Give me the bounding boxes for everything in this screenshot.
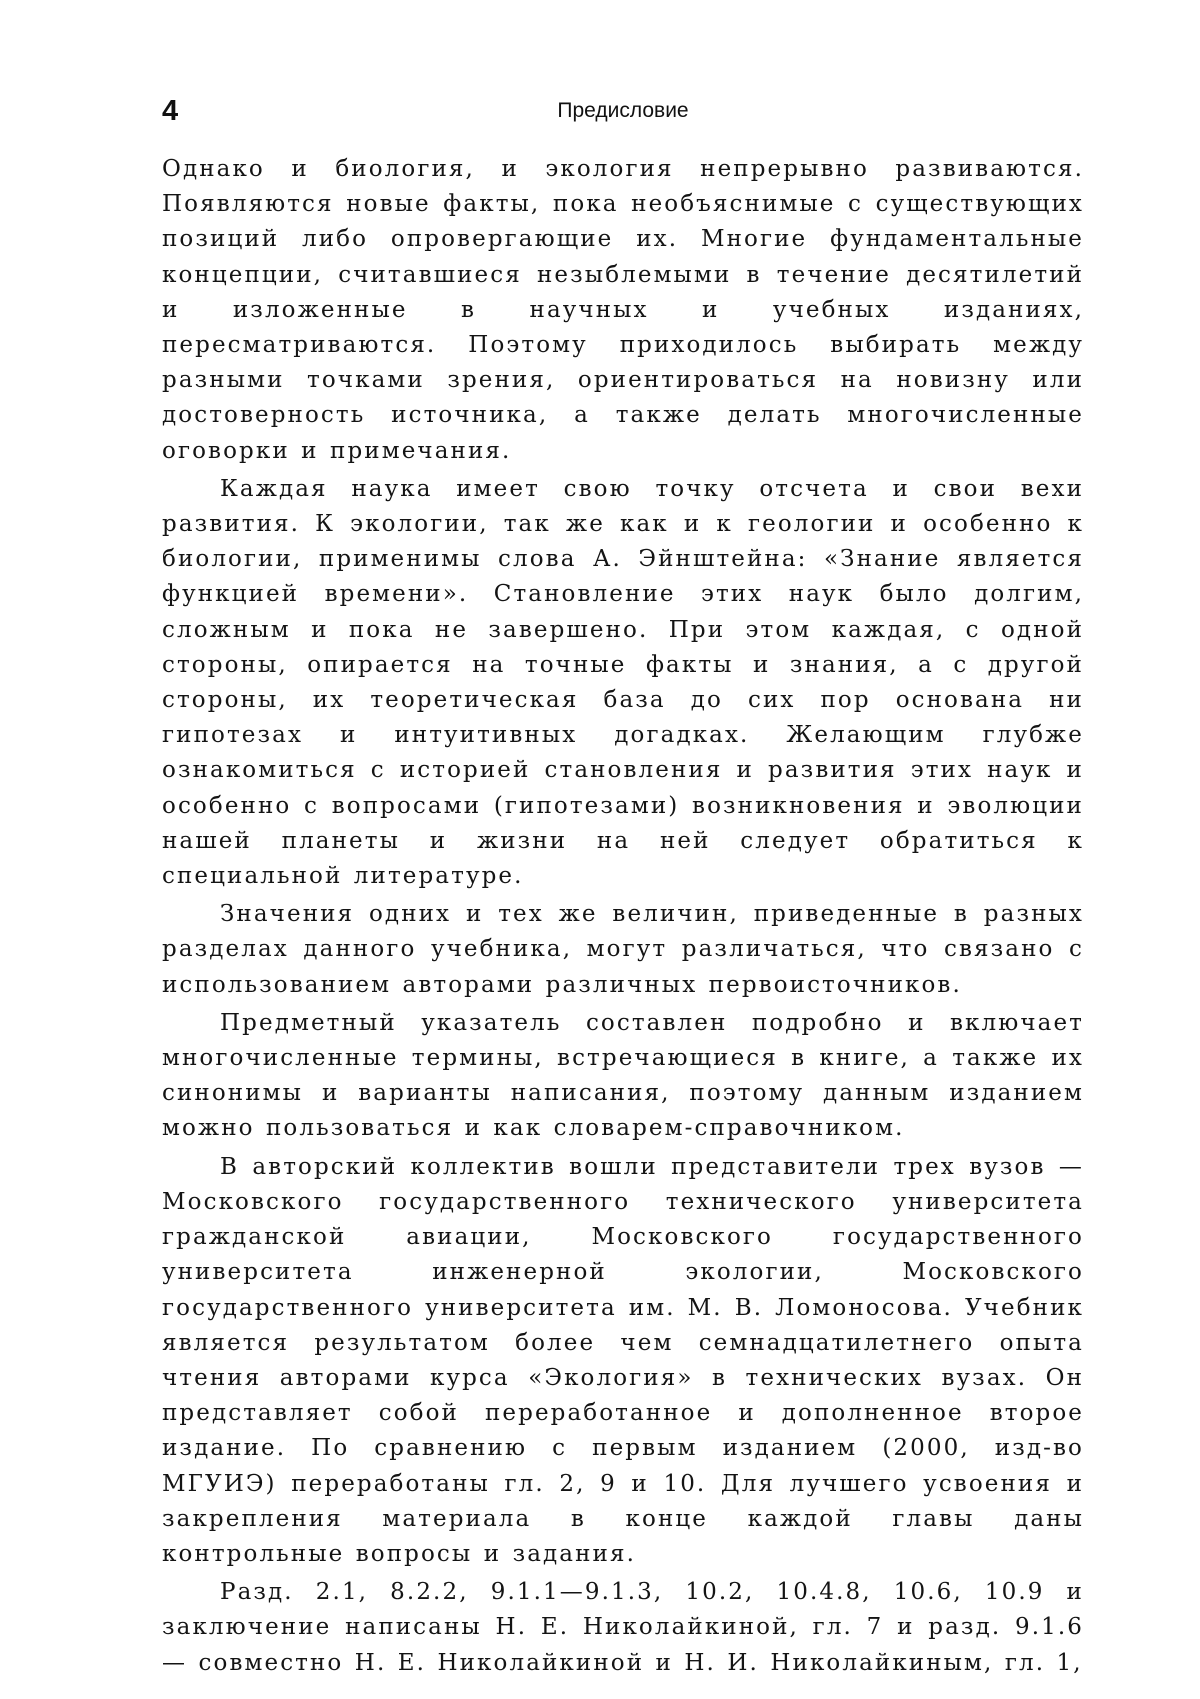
paragraph-6: Разд. 2.1, 8.2.2, 9.1.1—9.1.3, 10.2, 10.4.8, 10.6, 10.9 и заключение написаны Н. Е. Николайкиной, гл. 7 и разд. 9.1.6 — совместно Н. Е. Николайкиной и Н. И. Николайкиным, гл. 1, — [162, 1579, 1084, 1676]
running-title: Предисловие — [557, 99, 689, 122]
page-number: 4 — [162, 95, 179, 127]
paragraph-2: Каждая наука имеет свою точку отсчета и свои вехи развития. К экологии, так же как и к геологии и особенно к биологии, применимы слова А. Эйнштейна: «Знание является функцией времени». Становление этих наук было долгим, сложным и пока не завершено. При этом каждая, с одной стороны, опирается на точные факты и знания, а с другой стороны, их теоретическая база до сих пор основана ни гипотезах и интуитивных догадках. Желающим глубже ознакомиться с историей становления и развития этих наук и особенно с вопросами (гипотезами) возникновения и эволюции нашей планеты и жизни на ней следует обратиться к специальной литературе. — [162, 475, 1084, 890]
paragraph-3: Значения одних и тех же величин, приведенные в разных разделах данного учебника, могут различаться, что связано с использованием авторами различных первоисточников. — [162, 901, 1084, 998]
paragraph-1: Однако и биология, и экология непрерывно развиваются. Появляются новые факты, пока необъяснимые с существующих позиций либо опровергающие их. Многие фундаментальные концепции, считавшиеся незыблемыми в течение десятилетий и изложенные в научных и учебных изданиях, пересматриваются. Поэтому приходилось выбирать между разными точками зрения, ориентироваться на новизну или достоверность источника, а также делать многочисленные оговорки и примечания. — [162, 156, 1084, 464]
page-header — [162, 94, 1084, 134]
paragraph-4: Предметный указатель составлен подробно и включает многочисленные термины, встречающиеся в книге, а также их синонимы и варианты написания, поэтому данным изданием можно пользоваться и как словарем-справочником. — [162, 1009, 1084, 1142]
paragraph-5: В авторский коллектив вошли представители трех вузов — Московского государственного технического университета гражданской авиации, Московского государственного университета инженерной экологии, Московского государственного университета им. М. В. Ломоносова. Учебник является результатом более чем семнадцатилетнего опыта чтения авторами курса «Экология» в технических вузах. Он представляет собой переработанное и дополненное второе издание. По сравнению с первым изданием (2000, изд-во МГУИЭ) переработаны гл. 2, 9 и 10. Для лучшего усвоения и закрепления материала в конце каждой главы даны контрольные вопросы и задания. — [162, 1153, 1084, 1567]
body-text — [162, 152, 1084, 1684]
